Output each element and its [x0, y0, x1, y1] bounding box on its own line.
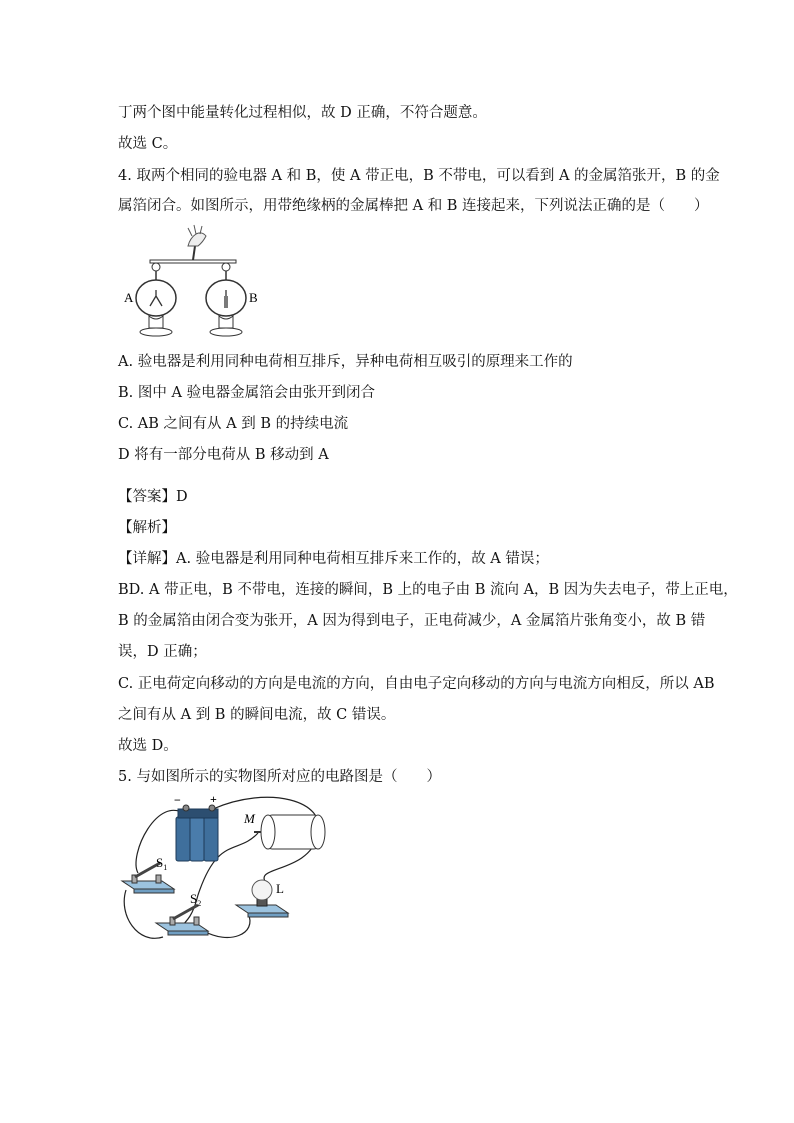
battery-minus: −	[174, 795, 181, 807]
circuit-figure	[118, 795, 343, 955]
label-l: L	[276, 881, 284, 896]
battery-pack	[174, 795, 218, 861]
electroscope-figure	[118, 222, 268, 344]
motor	[243, 811, 325, 849]
detail-line: 【详解】A. 验电器是利用同种电荷相互排斥来工作的，故 A 错误；	[118, 551, 549, 567]
hand-icon	[188, 225, 206, 246]
text-line: 故选 C。	[118, 136, 178, 152]
electroscope-b-body	[206, 280, 246, 316]
label-a: A	[124, 290, 134, 305]
question-5-stem: 5. 与如图所示的实物图所对应的电路图是（ ）	[118, 769, 441, 785]
option-a: A. 验电器是利用同种电荷相互排斥，异种电荷相互吸引的原理来工作的	[118, 354, 573, 370]
insulating-handle	[193, 246, 195, 260]
electroscope-a-body	[136, 280, 176, 316]
option-d: D 将有一部分电荷从 B 移动到 A	[118, 447, 329, 463]
lamp-l	[236, 880, 288, 917]
detail-line: 之间有从 A 到 B 的瞬间电流，故 C 错误。	[118, 707, 396, 723]
detail-line: B 的金属箔由闭合变为张开，A 因为得到电子，正电荷减少，A 金属箔片张角变小，故 B 错	[118, 613, 706, 629]
text-line: 丁两个图中能量转化过程相似，故 D 正确，不符合题意。	[118, 105, 487, 121]
battery-plus: +	[210, 795, 217, 806]
question-4-stem: 4. 取两个相同的验电器 A 和 B，使 A 带正电，B 不带电，可以看到 A 的金属箔张开，B 的金	[118, 168, 720, 184]
answer-label: 【答案】D	[118, 489, 188, 505]
wire	[124, 890, 163, 938]
switch-s1	[122, 855, 174, 893]
option-c: C. AB 之间有从 A 到 B 的持续电流	[118, 416, 349, 432]
metal-rod	[150, 260, 236, 263]
choose-line: 故选 D。	[118, 738, 178, 754]
label-s2: $S_2$	[190, 891, 202, 908]
label-b: B	[249, 290, 258, 305]
wire	[204, 913, 250, 937]
switch-s2	[156, 891, 208, 935]
bulb-icon	[252, 880, 272, 900]
detail-line: 误，D 正确；	[118, 644, 207, 660]
label-m: M	[244, 811, 255, 826]
detail-line: C. 正电荷定向移动的方向是电流的方向，自由电子定向移动的方向与电流方向相反，所以 AB	[118, 676, 715, 692]
analysis-label: 【解析】	[118, 520, 176, 536]
option-b: B. 图中 A 验电器金属箔会由张开到闭合	[118, 385, 376, 401]
question-4-stem: 属箔闭合。如图所示，用带绝缘柄的金属棒把 A 和 B 连接起来，下列说法正确的是（ ）	[118, 198, 709, 214]
detail-line: BD. A 带正电，B 不带电，连接的瞬间，B 上的电子由 B 流向 A，B 因为失去电子，带上正电，	[118, 582, 738, 598]
label-s1: $S_1$	[156, 855, 168, 872]
